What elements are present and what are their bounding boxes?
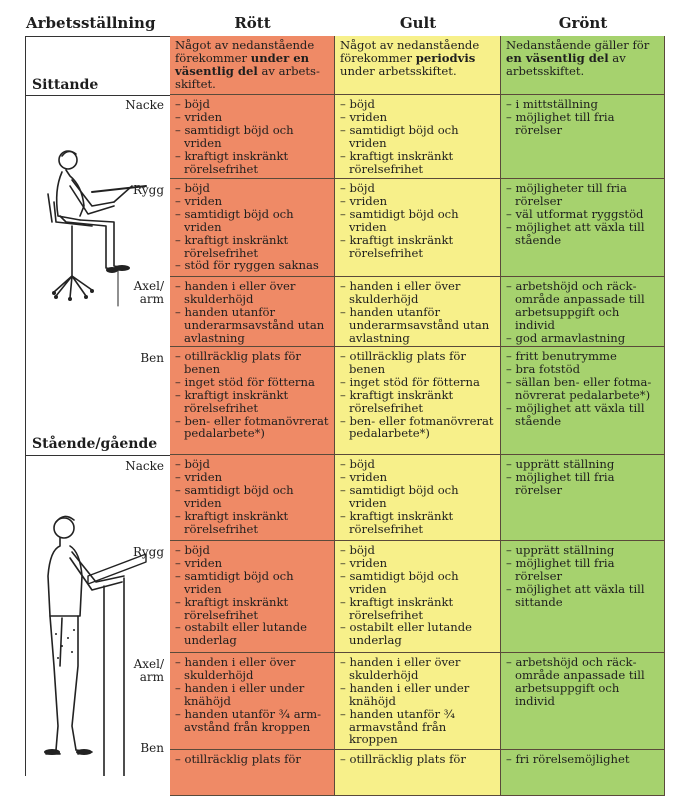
criteria-list xyxy=(340,182,495,259)
criteria-item: – handen i eller under knähöjd xyxy=(175,682,329,708)
header-red: Rött xyxy=(234,14,271,32)
criteria-item: – samtidigt böjd och vriden xyxy=(340,124,495,150)
criteria-item: – handen i eller under knähöjd xyxy=(340,682,495,708)
criteria-item: – vriden xyxy=(340,557,495,570)
criteria-item: – samtidigt böjd och vriden xyxy=(175,124,329,150)
criteria-item: – fri rörelsemöjlighet xyxy=(506,753,659,766)
criteria-list xyxy=(175,98,329,175)
criteria-item: – möjlighet att växla till stående xyxy=(506,221,659,247)
standing-back-yellow-cell xyxy=(335,541,501,653)
criteria-item: – samtidigt böjd och vriden xyxy=(175,484,329,510)
criteria-item: – samtidigt böjd och vriden xyxy=(175,208,329,234)
criteria-item: – ben- eller fotmanövrerat pedalarbete*) xyxy=(340,415,495,441)
standing-legs-green-cell xyxy=(501,750,665,796)
criteria-item: – böjd xyxy=(340,458,495,471)
criteria-item: – samtidigt böjd och vriden xyxy=(175,570,329,596)
intro-red: Något av nedanstående förekommer under en väsentlig del av arbetsskiftet. xyxy=(170,36,335,95)
criteria-list xyxy=(175,656,329,733)
criteria-item: – möjligheter till fria rörelser xyxy=(506,182,659,208)
part-label-shoulder-standing: Axel/ arm xyxy=(133,657,164,684)
criteria-item: – upprätt ställning xyxy=(506,544,659,557)
criteria-item: – böjd xyxy=(175,544,329,557)
sitting-shoulder-yellow-cell xyxy=(335,277,501,347)
criteria-item: – i mittställning xyxy=(506,98,659,111)
criteria-item: – samtidigt böjd och vriden xyxy=(340,570,495,596)
criteria-item: – kraftigt inskränkt rörelsefrihet xyxy=(340,510,495,536)
criteria-item: – upprätt ställning xyxy=(506,458,659,471)
sitting-legs-red-cell xyxy=(170,347,335,455)
part-label-back-standing: Rygg xyxy=(133,545,164,559)
criteria-list xyxy=(506,280,659,345)
section-standing-label: Stående/gående xyxy=(32,436,158,452)
criteria-list xyxy=(340,350,495,440)
assessment-table xyxy=(25,36,665,776)
sitting-person-illustration xyxy=(32,146,152,318)
criteria-item: – möjlighet att växla till sittande xyxy=(506,583,659,609)
header-green: Grönt xyxy=(558,14,608,32)
criteria-item: – vriden xyxy=(175,471,329,484)
criteria-list xyxy=(506,458,659,497)
standing-legs-yellow-cell xyxy=(335,750,501,796)
criteria-item: – otillräcklig plats för xyxy=(175,753,329,766)
criteria-item: – arbetshöjd och räckområde anpassade till arbetsuppgift och individ xyxy=(506,656,659,708)
criteria-item: – vriden xyxy=(340,111,495,124)
criteria-item: – vriden xyxy=(175,195,329,208)
criteria-list xyxy=(175,458,329,535)
standing-back-red-cell xyxy=(170,541,335,653)
criteria-list xyxy=(506,182,659,247)
standing-neck-yellow-cell xyxy=(335,455,501,541)
criteria-list xyxy=(340,458,495,535)
criteria-item: – vriden xyxy=(175,557,329,570)
sitting-neck-green-cell xyxy=(501,95,665,179)
standing-back-green-cell xyxy=(501,541,665,653)
criteria-list xyxy=(506,753,659,766)
criteria-item: – böjd xyxy=(175,98,329,111)
criteria-item: – inget stöd för fötterna xyxy=(175,376,329,389)
criteria-list xyxy=(175,544,329,647)
criteria-item: – inget stöd för fötterna xyxy=(340,376,495,389)
criteria-item: – handen i eller över skulderhöjd xyxy=(175,280,329,306)
part-label-back-sitting: Rygg xyxy=(133,183,164,197)
criteria-item: – arbetshöjd och räckområde anpassade till arbetsuppgift och individ xyxy=(506,280,659,332)
criteria-item: – samtidigt böjd och vriden xyxy=(340,208,495,234)
criteria-list xyxy=(175,280,329,345)
criteria-item: – ostabilt eller lutande underlag xyxy=(340,621,495,647)
criteria-item: – kraftigt inskränkt rörelsefrihet xyxy=(340,596,495,622)
sitting-neck-yellow-cell xyxy=(335,95,501,179)
criteria-item: – otillräcklig plats för benen xyxy=(340,350,495,376)
criteria-item: – ostabilt eller lutande underlag xyxy=(175,621,329,647)
criteria-list xyxy=(340,656,495,746)
sitting-legs-green-cell xyxy=(501,347,665,455)
criteria-item: – böjd xyxy=(340,98,495,111)
criteria-item: – ben- eller fotmanövrerat pedalarbete*) xyxy=(175,415,329,441)
intro-yellow: Något av nedanstående förekommer periodvis under arbetsskiftet. xyxy=(335,36,501,95)
criteria-list xyxy=(340,280,495,345)
criteria-item: – kraftigt inskränkt rörelsefrihet xyxy=(340,389,495,415)
header-work-position: Arbetsställning xyxy=(26,14,156,32)
sitting-shoulder-green-cell xyxy=(501,277,665,347)
criteria-item: – kraftigt inskränkt rörelsefrihet xyxy=(175,234,329,260)
criteria-list xyxy=(175,350,329,440)
criteria-item: – kraftigt inskränkt rörelsefrihet xyxy=(340,234,495,260)
header-yellow: Gult xyxy=(399,14,437,32)
criteria-item: – stöd för ryggen saknas xyxy=(175,259,329,272)
criteria-item: – böjd xyxy=(340,182,495,195)
section-sitting-label: Sittande xyxy=(32,77,99,93)
criteria-list xyxy=(506,544,659,609)
sitting-back-yellow-cell xyxy=(335,179,501,277)
criteria-item: – handen i eller över skulderhöjd xyxy=(340,280,495,306)
criteria-list xyxy=(340,544,495,647)
criteria-list xyxy=(175,753,329,766)
criteria-list xyxy=(506,98,659,137)
standing-person-illustration xyxy=(34,506,154,776)
criteria-list xyxy=(340,753,495,766)
criteria-item: – otillräcklig plats för xyxy=(340,753,495,766)
criteria-item: – kraftigt inskränkt rörelsefrihet xyxy=(175,150,329,176)
criteria-item: – handen i eller över skulderhöjd xyxy=(175,656,329,682)
standing-legs-red-cell xyxy=(170,750,335,796)
part-label-neck-standing: Nacke xyxy=(125,459,164,473)
criteria-item: – handen utanför ¾ armavstånd från kroppen xyxy=(340,708,495,747)
criteria-item: – kraftigt inskränkt rörelsefrihet xyxy=(175,510,329,536)
criteria-item: – kraftigt inskränkt rörelsefrihet xyxy=(175,389,329,415)
sitting-back-green-cell xyxy=(501,179,665,277)
criteria-item: – möjlighet att växla till stående xyxy=(506,402,659,428)
standing-shoulder-yellow-cell xyxy=(335,653,501,750)
sitting-neck-red-cell xyxy=(170,95,335,179)
criteria-item: – otillräcklig plats för benen xyxy=(175,350,329,376)
divider xyxy=(26,455,171,456)
criteria-item: – bra fotstöd xyxy=(506,363,659,376)
part-label-neck-sitting: Nacke xyxy=(125,98,164,112)
standing-shoulder-red-cell xyxy=(170,653,335,750)
criteria-list xyxy=(506,656,659,708)
intro-green: Nedanstående gäller för en väsentlig del av arbetsskiftet. xyxy=(501,36,665,95)
criteria-item: – vriden xyxy=(340,195,495,208)
criteria-item: – kraftigt inskränkt rörelsefrihet xyxy=(340,150,495,176)
part-label-shoulder-sitting: Axel/ arm xyxy=(133,279,164,306)
criteria-item: – böjd xyxy=(175,182,329,195)
criteria-item: – möjlighet till fria rörelser xyxy=(506,557,659,583)
criteria-item: – samtidigt böjd och vriden xyxy=(340,484,495,510)
standing-shoulder-green-cell xyxy=(501,653,665,750)
part-label-legs-sitting: Ben xyxy=(140,351,164,365)
sitting-back-red-cell xyxy=(170,179,335,277)
divider xyxy=(26,95,171,96)
criteria-item: – kraftigt inskränkt rörelsefrihet xyxy=(175,596,329,622)
criteria-item: – väl utformat ryggstöd xyxy=(506,208,659,221)
criteria-item: – handen utanför ¾ armavstånd från kroppen xyxy=(175,708,329,734)
criteria-item: – handen utanför underarmsavstånd utan avlastning xyxy=(175,306,329,345)
part-label-legs-standing: Ben xyxy=(140,741,164,755)
criteria-item: – sällan ben- eller fotmanövrerat pedalarbete*) xyxy=(506,376,659,402)
criteria-item: – vriden xyxy=(340,471,495,484)
criteria-item: – böjd xyxy=(340,544,495,557)
criteria-item: – handen utanför underarmsavstånd utan avlastning xyxy=(340,306,495,345)
criteria-item: – böjd xyxy=(175,458,329,471)
sitting-shoulder-red-cell xyxy=(170,277,335,347)
criteria-list xyxy=(506,350,659,427)
standing-neck-green-cell xyxy=(501,455,665,541)
criteria-item: – fritt benutrymme xyxy=(506,350,659,363)
criteria-item: – möjlighet till fria rörelser xyxy=(506,111,659,137)
criteria-item: – möjlighet till fria rörelser xyxy=(506,471,659,497)
criteria-item: – god armavlastning xyxy=(506,332,659,345)
criteria-list xyxy=(340,98,495,175)
criteria-item: – vriden xyxy=(175,111,329,124)
criteria-list xyxy=(175,182,329,272)
left-label-column xyxy=(25,36,170,776)
standing-neck-red-cell xyxy=(170,455,335,541)
sitting-legs-yellow-cell xyxy=(335,347,501,455)
criteria-item: – handen i eller över skulderhöjd xyxy=(340,656,495,682)
